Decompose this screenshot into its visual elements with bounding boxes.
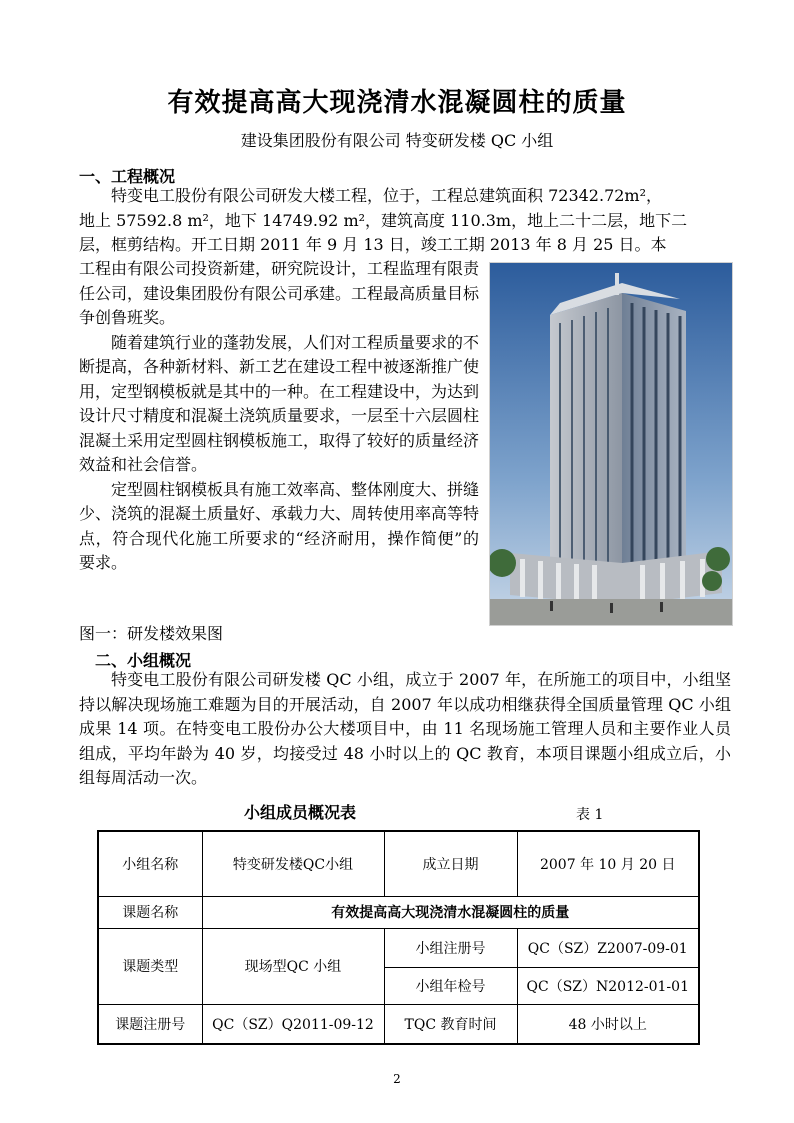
overview-paragraph-b: 随着建筑行业的蓬勃发展，人们对工程质量要求的不断提高，各种新材料、新工艺在建设工程中被逐渐推广使用，定型钢模板就是其中的一种。在工程建设中，为达到设计尺寸精度和混凝土浇筑质量要求，一层至十六层圆柱混凝土采用定型圆柱钢模板施工，取得了较好的质量经济效益和社会信誉。: [79, 332, 480, 474]
table-cell: QC（SZ）Q2011-09-12: [202, 1004, 384, 1044]
intro-line-2: 地上 57592.8 m²，地下 14749.92 m²，建筑高度 110.3m，地上二十二层，地下二: [79, 210, 688, 230]
overview-paragraph-c: 定型圆柱钢模板具有施工效率高、整体刚度大、拼缝少、浇筑的混凝土质量好、承载力大、周转使用率高等特点，符合现代化施工所要求的“经济耐用，操作简便”的要求。: [79, 479, 480, 572]
team-paragraph: 特变电工股份有限公司研发楼 QC 小组，成立于 2007 年，在所施工的项目中，小组坚持以解决现场施工难题为目的开展活动，自 2007 年以成功相继获得全国质量管理 QC 小组成果 14 项。在特变电工股份办公大楼项目中，由 11 名现场施工管理人员和主要作业人员组成，平均年龄为 40 岁，均接受过 48 小时以上的 QC 教育，本项目课题小组成立后，小组每周活动一次。: [79, 670, 731, 787]
overview-body: [79, 257, 479, 576]
table-row: [98, 1004, 699, 1044]
table-number: 表 1: [576, 807, 604, 823]
overview-intro: [79, 184, 731, 258]
building-rendering-image: [489, 262, 733, 626]
table-cell: 小组名称: [98, 831, 202, 896]
table-cell: QC（SZ）N2012-01-01: [517, 967, 699, 1004]
section-heading-overview: 一、工程概况: [79, 167, 176, 186]
table-cell: 课题名称: [98, 896, 202, 928]
table-cell: 小组注册号: [384, 928, 517, 967]
overview-paragraph-a: 工程由有限公司投资新建，研究院设计，工程监理有限责任公司，建设集团股份有限公司承建。工程最高质量目标争创鲁班奖。: [79, 259, 480, 327]
table-cell: 课题类型: [98, 928, 202, 1004]
table-cell: 48 小时以上: [517, 1004, 699, 1044]
table-cell-topic: 有效提高高大现浇清水混凝圆柱的质量: [202, 896, 699, 928]
table-cell: 成立日期: [384, 831, 517, 896]
intro-line-1: 特变电工股份有限公司研发大楼工程，位于，工程总建筑面积 72342.72m²，: [111, 186, 663, 205]
table-cell: 小组年检号: [384, 967, 517, 1004]
team-members-table: [97, 830, 700, 1045]
table-cell: 现场型QC 小组: [202, 928, 384, 1004]
figure-caption: 图一：研发楼效果图: [79, 624, 224, 643]
document-subtitle: 建设集团股份有限公司 特变研发楼 QC 小组: [240, 131, 554, 150]
intro-line-3: 层，框剪结构。开工日期 2011 年 9 月 13 日，竣工工期 2013 年 8 月 25 日。本: [79, 235, 667, 254]
team-overview-body: [79, 668, 731, 791]
page-number: 2: [393, 1072, 401, 1086]
table-row: [98, 831, 699, 896]
table-cell: 课题注册号: [98, 1004, 202, 1044]
document-title: 有效提高高大现浇清水混凝圆柱的质量: [167, 88, 627, 118]
table-cell: 特变研发楼QC小组: [202, 831, 384, 896]
table-cell: 2007 年 10 月 20 日: [517, 831, 699, 896]
table-cell: TQC 教育时间: [384, 1004, 517, 1044]
table-cell: QC（SZ）Z2007-09-01: [517, 928, 699, 967]
section-heading-team: 二、小组概况: [95, 651, 192, 670]
table-title: 小组成员概况表: [244, 803, 357, 822]
table-row: [98, 896, 699, 928]
table-row: [98, 928, 699, 967]
